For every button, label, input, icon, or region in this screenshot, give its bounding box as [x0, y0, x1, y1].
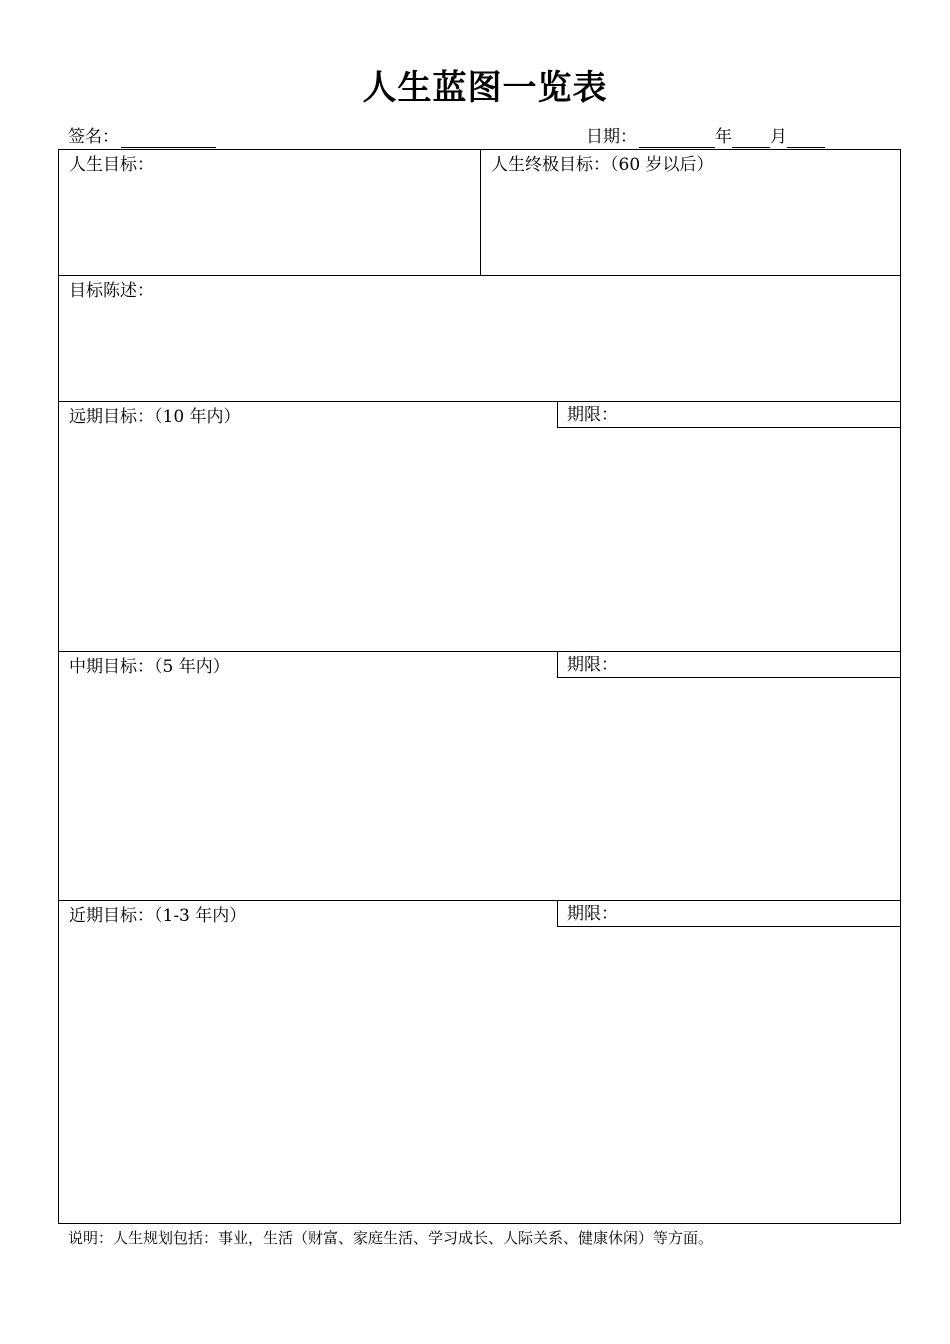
deadline-label: 期限：: [567, 655, 618, 675]
page-title: 人生蓝图一览表: [362, 68, 608, 108]
date-line: [586, 126, 825, 148]
footnote: 说明：人生规划包括：事业，生活（财富、家庭生活、学习成长、人际关系、健康休闲）等方面。: [68, 1229, 714, 1247]
blueprint-form: [58, 149, 901, 1224]
day-field[interactable]: [787, 128, 825, 148]
month-field[interactable]: [732, 128, 770, 148]
mid-term-deadline-field[interactable]: [557, 652, 900, 678]
row-life-goals: [59, 150, 900, 276]
signature-line: [68, 126, 216, 148]
year-label: 年: [715, 127, 732, 147]
deadline-label: 期限：: [567, 405, 618, 425]
deadline-label: 期限：: [567, 904, 618, 924]
long-term-goal-cell[interactable]: [59, 402, 900, 652]
signature-label: 签名：: [68, 127, 119, 147]
short-term-goal-cell[interactable]: [59, 901, 900, 1224]
short-term-deadline-field[interactable]: [557, 901, 900, 927]
long-term-goal-label: 远期目标：（10 年内）: [69, 407, 241, 427]
mid-term-goal-cell[interactable]: [59, 652, 900, 901]
life-goal-cell[interactable]: [59, 150, 481, 275]
long-term-deadline-field[interactable]: [557, 402, 900, 428]
mid-term-goal-label: 中期目标：（5 年内）: [69, 657, 230, 677]
goal-statement-cell[interactable]: [59, 276, 900, 402]
date-label: 日期：: [586, 127, 637, 147]
month-label: 月: [770, 127, 787, 147]
ultimate-goal-cell[interactable]: [481, 150, 900, 275]
year-field[interactable]: [639, 128, 715, 148]
goal-statement-label: 目标陈述：: [69, 281, 154, 301]
short-term-goal-label: 近期目标：（1-3 年内）: [69, 906, 247, 926]
life-goal-label: 人生目标：: [69, 155, 154, 175]
signature-field[interactable]: [121, 128, 216, 148]
ultimate-goal-label: 人生终极目标：（60 岁以后）: [491, 155, 714, 175]
